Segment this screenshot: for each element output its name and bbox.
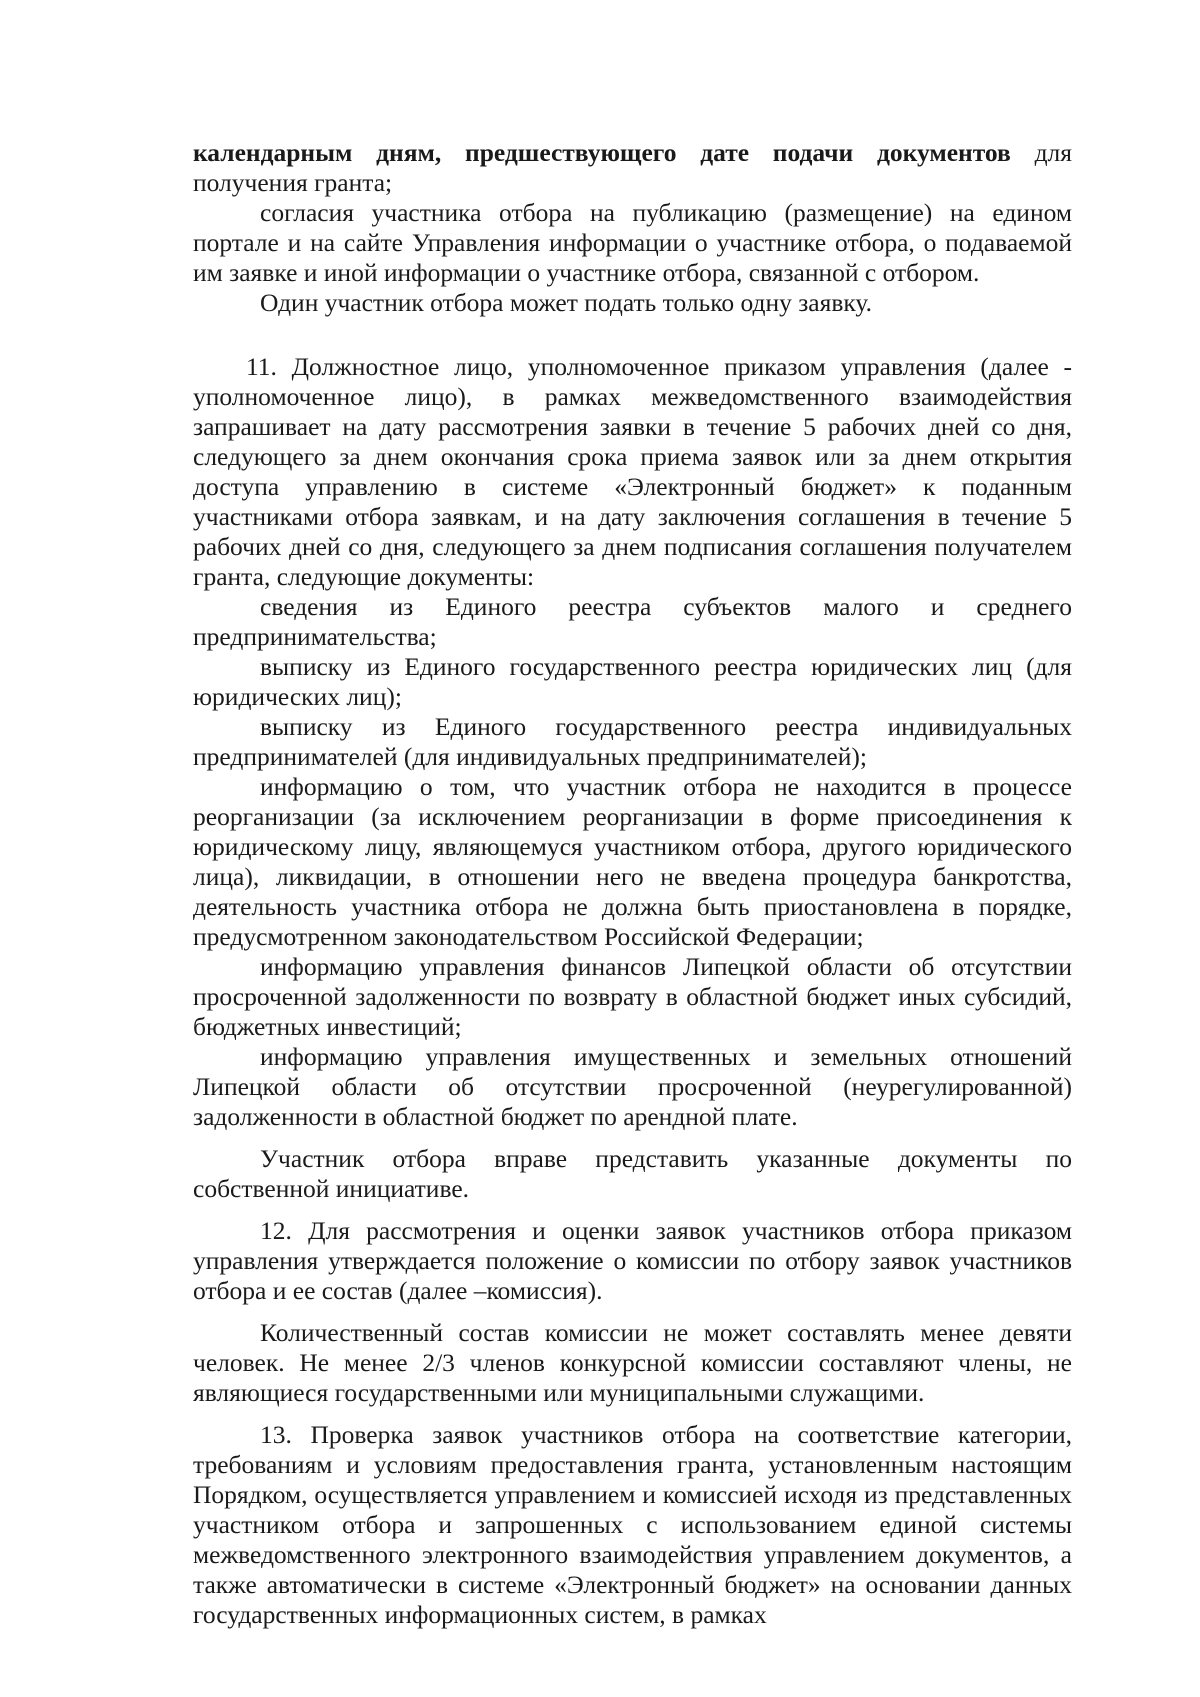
paragraph-continued — [193, 138, 1072, 198]
paragraph-13: 13. Проверка заявок участников отбора на соответствие категории, требованиям и условиям предоставления гранта, установленным настоящим Порядком, осуществляется управлением и комиссией исходя из представленных участником отбора и запрошенных с использованием единой системы межведомственного электронного взаимодействия управлением документов, а также автоматически в системе «Электронный бюджет» на основании данных государственных информационных систем, в рамках — [193, 1420, 1072, 1629]
paragraph-continued-rest: для получения гранта; — [193, 138, 1072, 197]
list-item: информацию о том, что участник отбора не находится в процессе реорганизации (за исключением реорганизации в форме присоединения к юридическому лицу, являющемуся участником отбора, другого юридического лица), ликвидации, в отношении него не введена процедура банкротства, деятельность участника отбора не должна быть приостановлена в порядке, предусмотренном законодательством Российской Федерации; — [193, 772, 1072, 951]
paragraph-11-initiative: Участник отбора вправе представить указанные документы по собственной инициативе. — [193, 1144, 1072, 1203]
document-page — [193, 138, 1072, 1630]
list-item: сведения из Единого реестра субъектов малого и среднего предпринимательства; — [193, 592, 1072, 651]
list-item: информацию управления финансов Липецкой области об отсутствии просроченной задолженности по возврату в областной бюджет иных субсидий, бюджетных инвестиций; — [193, 952, 1072, 1041]
paragraph-12-composition: Количественный состав комиссии не может составлять менее девяти человек. Не менее 2/3 членов конкурсной комиссии составляют члены, не являющиеся государственными или муниципальными служащими. — [193, 1318, 1072, 1407]
paragraph-one-application: Один участник отбора может подать только одну заявку. — [260, 288, 872, 317]
list-item: информацию управления имущественных и земельных отношений Липецкой области об отсутствии просроченной (неурегулированной) задолженности в областной бюджет по арендной плате. — [193, 1042, 1072, 1131]
list-item: выписку из Единого государственного реестра индивидуальных предпринимателей (для индивидуальных предпринимателей); — [193, 712, 1072, 771]
paragraph-11-intro: 11. Должностное лицо, уполномоченное приказом управления (далее - уполномоченное лицо), в рамках межведомственного взаимодействия запрашивает на дату рассмотрения заявки в течение 5 рабочих дней со дня, следующего за днем окончания срока приема заявок или за днем открытия доступа управлению в системе «Электронный бюджет» к поданным участниками отбора заявкам, и на дату заключения соглашения в течение 5 рабочих дней со дня, следующего за днем подписания соглашения получателем гранта, следующие документы: — [193, 352, 1072, 591]
paragraph-consent: согласия участника отбора на публикацию (размещение) на едином портале и на сайте Управления информации о участнике отбора, о подаваемой им заявке и иной информации о участнике отбора, связанной с отбором. — [193, 198, 1072, 287]
list-item: выписку из Единого государственного реестра юридических лиц (для юридических лиц); — [193, 652, 1072, 711]
bold-phrase: календарным дням, предшествующего дате подачи документов — [193, 138, 1011, 167]
paragraph-12: 12. Для рассмотрения и оценки заявок участников отбора приказом управления утверждается положение о комиссии по отбору заявок участников отбора и ее состав (далее –комиссия). — [193, 1216, 1072, 1305]
